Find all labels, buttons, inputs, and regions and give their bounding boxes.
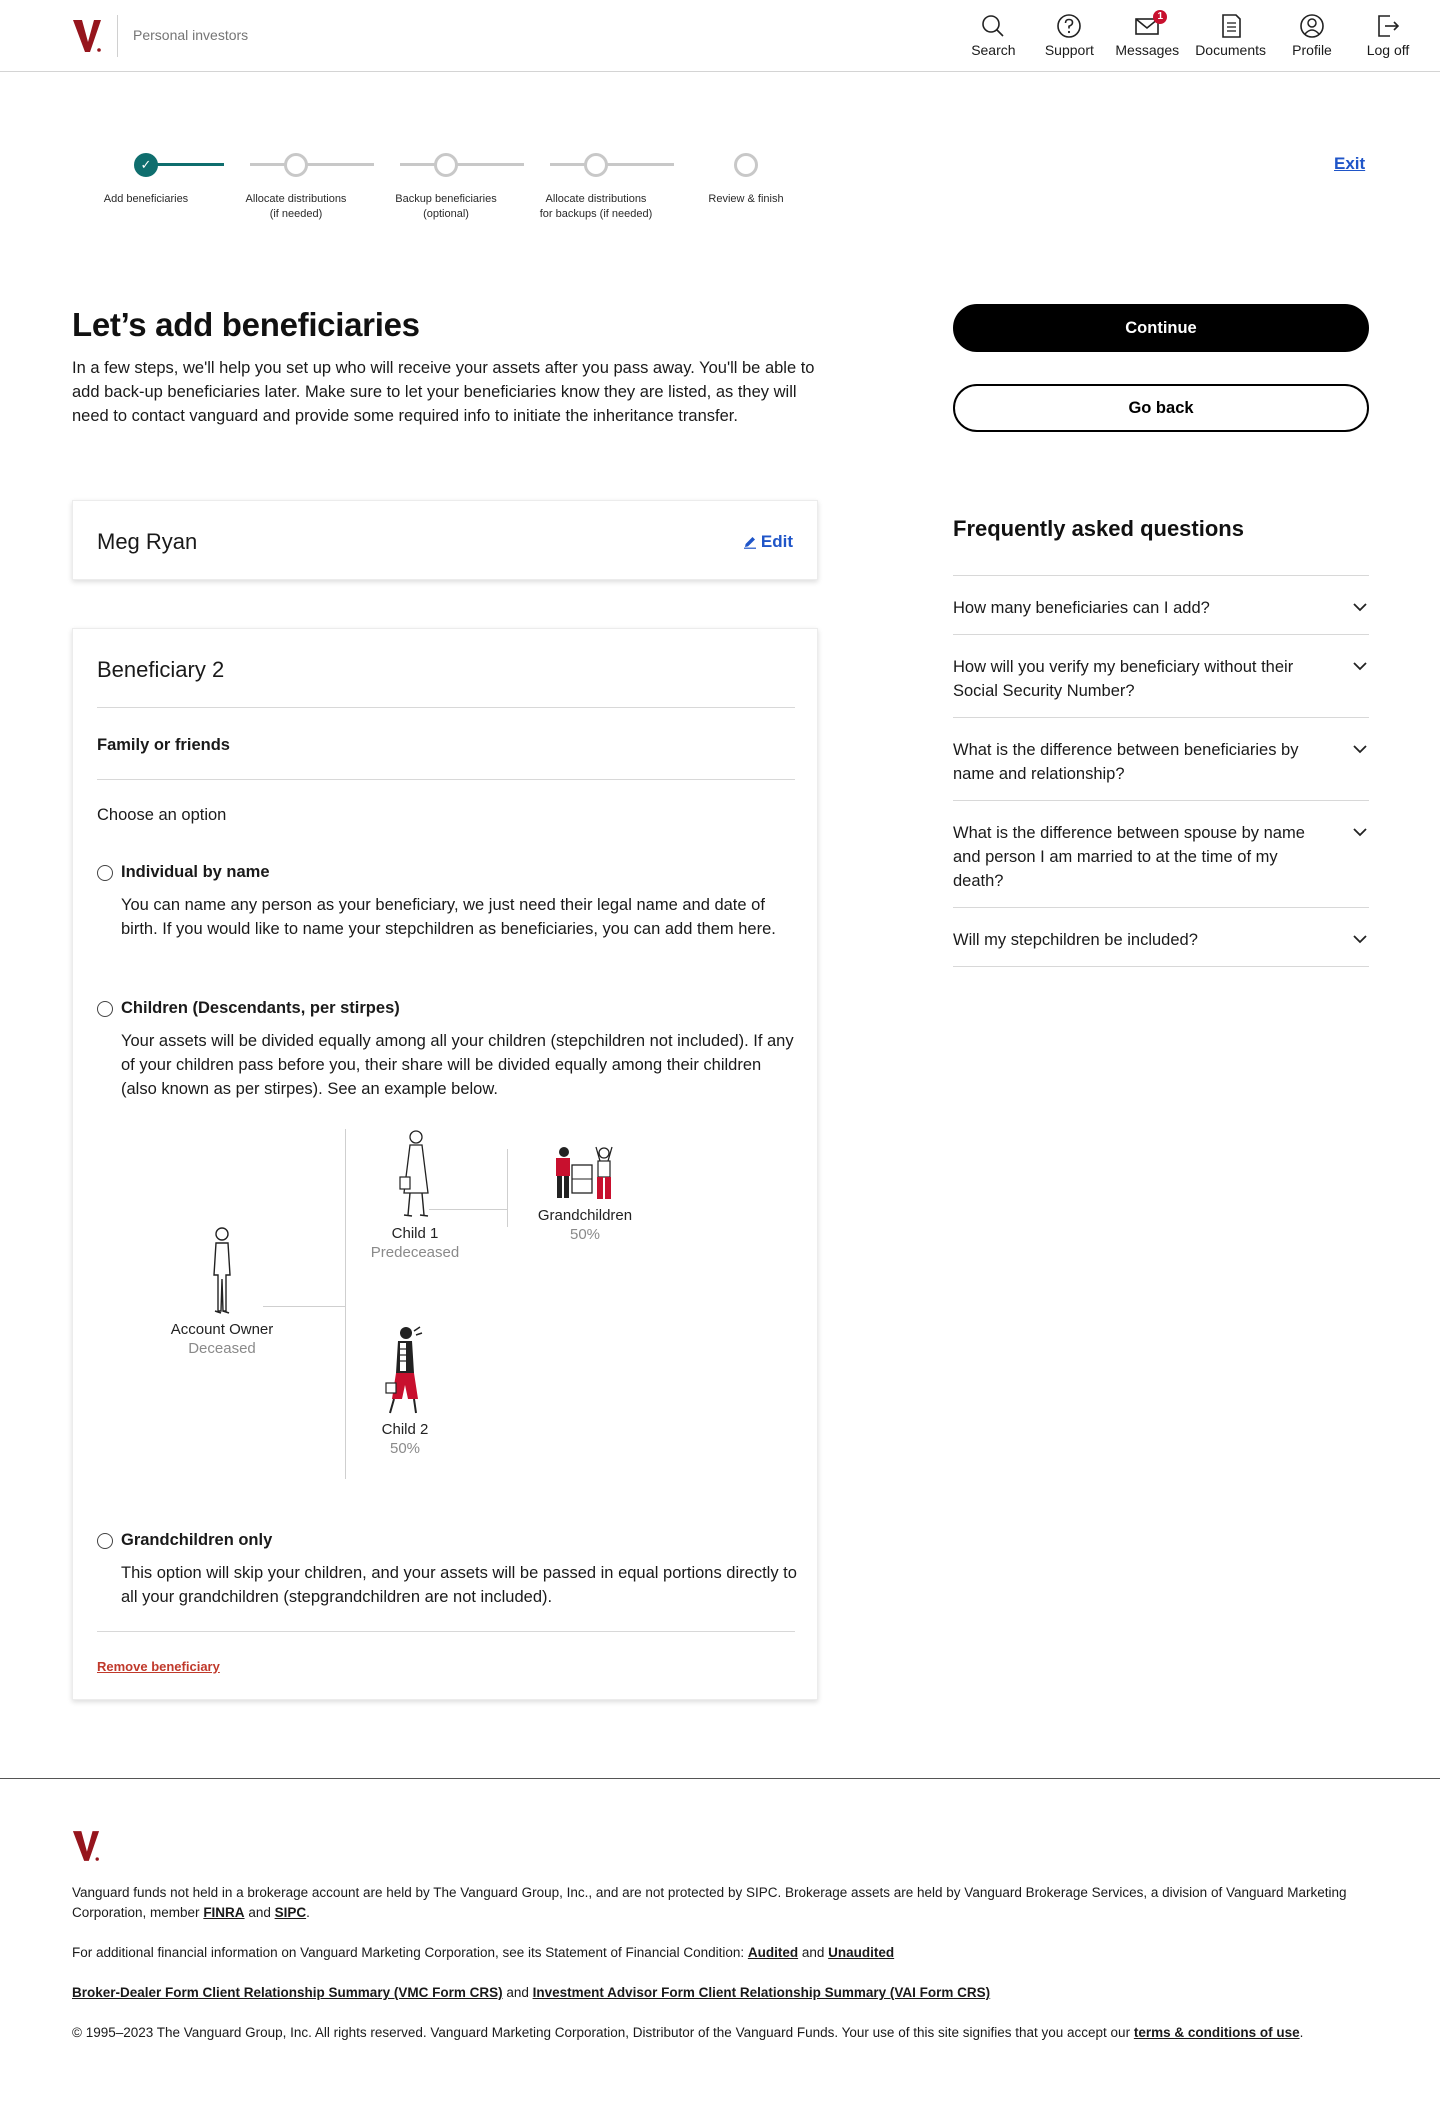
standing-man-icon xyxy=(207,1225,237,1317)
nav-logoff[interactable] xyxy=(1358,0,1418,72)
chevron-down-icon xyxy=(1351,598,1369,616)
messages-badge: 1 xyxy=(1153,10,1167,24)
beneficiary-2-card xyxy=(72,628,818,1700)
nav-profile-label: Profile xyxy=(1292,42,1332,58)
chevron-down-icon xyxy=(1351,823,1369,841)
faq-item[interactable] xyxy=(953,575,1369,634)
chevron-down-icon xyxy=(1351,657,1369,675)
faq-item[interactable] xyxy=(953,800,1369,907)
option-individual-title: Individual by name xyxy=(121,863,270,881)
step-5-label: Review & finish xyxy=(708,193,784,205)
step-1-label: Add beneficiaries xyxy=(103,193,189,205)
step-connector xyxy=(550,163,674,166)
faq-question: How many beneficiaries can I add? xyxy=(953,599,1210,617)
sipc-link[interactable]: SIPC xyxy=(274,1905,307,1920)
option-grandchildren-desc: This option will skip your children, and your assets will be passed in equal portions directly to all your grandchildren (stepgrandchildren are not included). xyxy=(121,1564,797,1606)
child-2-label: Child 2 xyxy=(381,1421,429,1438)
option-grandchildren-title: Grandchildren only xyxy=(121,1531,273,1549)
grandchildren-icon xyxy=(550,1145,620,1203)
edit-label: Edit xyxy=(760,532,793,551)
nav-documents-label: Documents xyxy=(1195,42,1266,58)
beneficiary-2-title: Beneficiary 2 xyxy=(97,657,225,682)
radio-grandchildren[interactable] xyxy=(97,1533,113,1549)
faq-item[interactable] xyxy=(953,907,1369,967)
tree-connector xyxy=(507,1149,508,1227)
brand-text: Personal investors xyxy=(133,27,249,43)
document-icon xyxy=(1217,12,1245,40)
faq-title: Frequently asked questions xyxy=(953,516,1244,541)
footer-sipc-disclosure: Vanguard funds not held in a brokerage account are held by The Vanguard Group, Inc., and are not protected by SIPC. Brokerage assets are held by Vanguard Brokerage Services, a division of Vanguard Marketing Corporation, member FINRA and SIPC. xyxy=(72,1885,1347,1920)
walking-woman-icon xyxy=(392,1129,438,1221)
vanguard-logo[interactable] xyxy=(72,18,102,54)
option-children-title: Children (Descendants, per stirpes) xyxy=(121,999,400,1017)
intro-text: In a few steps, we'll help you set up who will receive your assets after you pass away. You'll be able to add back-up beneficiaries later. Make sure to let your beneficiaries know they are listed, as they will need to contact vanguard and provide some required info to initiate the inheritance transfer. xyxy=(72,359,815,425)
nav-documents[interactable] xyxy=(1195,0,1266,72)
faq-question: How will you verify my beneficiary without their Social Security Number? xyxy=(953,658,1294,700)
nav-support-label: Support xyxy=(1044,42,1094,58)
vanguard-footer-logo xyxy=(72,1829,100,1863)
nav-search[interactable] xyxy=(963,0,1023,72)
go-back-button[interactable]: Go back xyxy=(953,384,1369,432)
child-2-figure xyxy=(355,1325,455,1457)
dancing-child-icon xyxy=(380,1325,430,1417)
step-connector xyxy=(400,163,524,166)
nav-profile[interactable] xyxy=(1282,0,1342,72)
child-1-label: Child 1 xyxy=(391,1225,439,1242)
step-4-indicator xyxy=(584,153,608,177)
grandchildren-label: Grandchildren xyxy=(537,1207,633,1224)
step-connector xyxy=(250,163,374,166)
exit-link[interactable]: Exit xyxy=(1334,154,1366,173)
progress-stepper xyxy=(96,150,796,230)
faq-accordion xyxy=(953,575,1369,967)
faq-question: What is the difference between beneficiaries by name and relationship? xyxy=(953,741,1299,783)
vai-crs-link[interactable]: Investment Advisor Form Client Relationship Summary (VAI Form CRS) xyxy=(532,1985,991,2000)
pencil-icon xyxy=(743,535,757,549)
step-4-label: Allocate distributions for backups (if needed) xyxy=(539,193,653,220)
continue-button[interactable]: Continue xyxy=(953,304,1369,352)
tree-connector xyxy=(345,1129,346,1479)
faq-question: Will my stepchildren be included? xyxy=(953,931,1198,949)
page-title: Let’s add beneficiaries xyxy=(72,306,420,343)
faq-question: What is the difference between spouse by name and person I am married to at the time of my death? xyxy=(953,824,1305,890)
top-nav xyxy=(947,0,1418,72)
step-5-indicator xyxy=(734,153,758,177)
owner-label: Account Owner xyxy=(170,1321,274,1338)
search-icon xyxy=(979,12,1007,40)
edit-beneficiary-button[interactable] xyxy=(743,532,793,552)
radio-children[interactable] xyxy=(97,1001,113,1017)
chevron-down-icon xyxy=(1351,930,1369,948)
grandchildren-share: 50% xyxy=(569,1226,601,1243)
option-individual-desc: You can name any person as your beneficiary, we just need their legal name and date of birth. If you would like to name your stepchildren as beneficiaries, you can add them here. xyxy=(121,896,776,938)
nav-logoff-label: Log off xyxy=(1366,42,1410,58)
audited-link[interactable]: Audited xyxy=(747,1945,799,1960)
brand-divider xyxy=(117,15,118,57)
child-1-figure xyxy=(365,1129,465,1261)
page-footer xyxy=(0,1778,1440,2102)
divider xyxy=(97,1631,795,1632)
divider xyxy=(97,707,795,708)
footer-crs-links: Broker-Dealer Form Client Relationship Summary (VMC Form CRS) and Investment Advisor Form Client Relationship Summary (VAI Form CRS) xyxy=(72,1985,991,2000)
step-1-indicator xyxy=(134,153,158,177)
faq-item[interactable] xyxy=(953,634,1369,717)
beneficiary-1-name: Meg Ryan xyxy=(97,529,198,554)
nav-search-label: Search xyxy=(971,42,1016,58)
unaudited-link[interactable]: Unaudited xyxy=(828,1945,895,1960)
per-stirpes-diagram xyxy=(145,1129,745,1489)
finra-link[interactable]: FINRA xyxy=(203,1905,245,1920)
step-2-label: Allocate distributions (if needed) xyxy=(245,193,347,220)
radio-individual[interactable] xyxy=(97,865,113,881)
remove-beneficiary-link[interactable]: Remove beneficiary xyxy=(97,1659,220,1674)
check-icon: ✓ xyxy=(140,157,152,172)
vmc-crs-link[interactable]: Broker-Dealer Form Client Relationship Summary (VMC Form CRS) xyxy=(72,1985,503,2000)
beneficiary-1-card xyxy=(72,500,818,580)
footer-financial-info: For additional financial information on Vanguard Marketing Corporation, see its Statement of Financial Condition: Audited and Unaudited xyxy=(72,1945,895,1960)
footer-copyright: © 1995–2023 The Vanguard Group, Inc. All rights reserved. Vanguard Marketing Corporation, Distributor of the Vanguard Funds. Your use of this site signifies that you accept our terms & conditions of use. xyxy=(72,2025,1304,2040)
step-3-label: Backup beneficiaries (optional) xyxy=(395,193,497,220)
chevron-down-icon xyxy=(1351,740,1369,758)
terms-link[interactable]: terms & conditions of use xyxy=(1133,2025,1300,2040)
question-icon xyxy=(1055,12,1083,40)
choose-option-label: Choose an option xyxy=(97,806,227,824)
faq-item[interactable] xyxy=(953,717,1369,800)
child-1-status: Predeceased xyxy=(370,1244,460,1261)
account-owner-figure xyxy=(167,1225,277,1357)
category-label: Family or friends xyxy=(97,736,230,754)
top-header xyxy=(0,0,1440,72)
nav-messages[interactable] xyxy=(1115,0,1179,72)
divider xyxy=(97,779,795,780)
child-2-share: 50% xyxy=(389,1440,421,1457)
step-2-indicator xyxy=(284,153,308,177)
step-3-indicator xyxy=(434,153,458,177)
nav-messages-label: Messages xyxy=(1115,42,1180,58)
grandchildren-figure xyxy=(525,1145,645,1243)
logout-icon xyxy=(1374,12,1402,40)
user-icon xyxy=(1298,12,1326,40)
nav-support[interactable] xyxy=(1039,0,1099,72)
option-children-desc: Your assets will be divided equally among all your children (stepchildren not included). If any of your children pass before you, their share will be divided equally among their children (also known as per stirpes). See an example below. xyxy=(121,1032,794,1098)
owner-status: Deceased xyxy=(188,1340,256,1357)
